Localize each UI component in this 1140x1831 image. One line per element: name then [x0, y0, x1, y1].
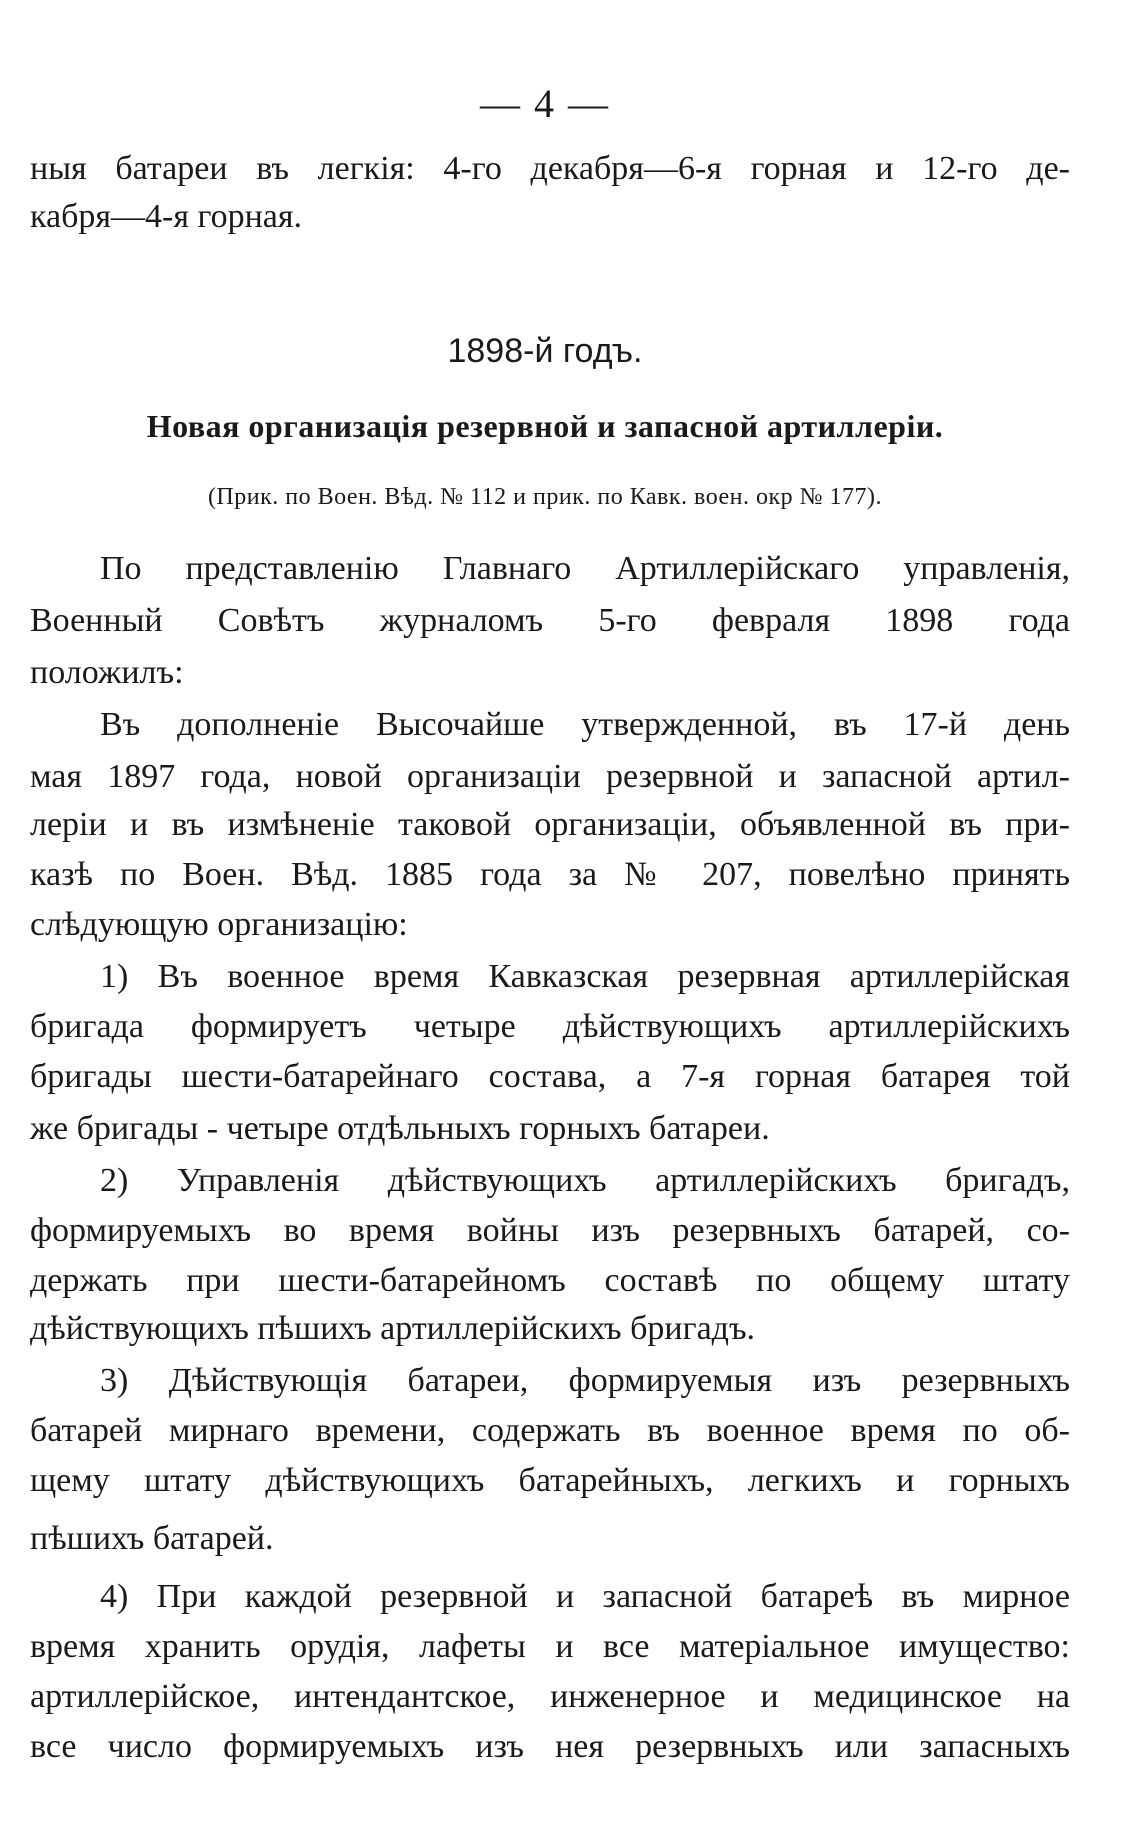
- body-line: Военный Совѣтъ журналомъ 5-го февраля 1898 года: [30, 602, 1070, 639]
- order-reference: (Прик. по Воен. Вѣд. № 112 и прик. по Кавк. воен. окр № 177).: [207, 484, 883, 510]
- body-line: все число формируемыхъ изъ нея резервныхъ или запасныхъ: [30, 1728, 1070, 1765]
- body-line: формируемыхъ во время войны изъ резервныхъ батарей, со-: [30, 1212, 1070, 1249]
- intro-line: ныя батареи въ легкія: 4-го декабря—6-я горная и 12-го де-: [30, 150, 1070, 187]
- year-heading: 1898-й годъ.: [447, 332, 643, 370]
- body-line: время хранить орудія, лафеты и все матеріальное имущество:: [30, 1628, 1070, 1665]
- body-line: По представленію Главнаго Артиллерійскаго управленія,: [100, 550, 1070, 587]
- body-line: бригада формируетъ четыре дѣйствующихъ артиллерійскихъ: [30, 1008, 1070, 1045]
- body-line: артиллерійское, интендантское, инженерное и медицинское на: [30, 1678, 1070, 1715]
- section-title: Новая организація резервной и запасной артиллеріи.: [146, 408, 944, 444]
- body-line: слѣдующую организацію:: [30, 906, 408, 943]
- body-line: 4) При каждой резервной и запасной батареѣ въ мирное: [100, 1578, 1070, 1615]
- body-line: батарей мирнаго времени, содержать въ военное время по об-: [30, 1412, 1070, 1449]
- body-line: держать при шести-батарейномъ составѣ по общему штату: [30, 1262, 1070, 1299]
- body-line: щему штату дѣйствующихъ батарейныхъ, легкихъ и горныхъ: [30, 1462, 1070, 1499]
- page-number: — 4 —: [480, 81, 610, 126]
- body-line: бригады шести-батарейнаго состава, а 7-я горная батарея той: [30, 1058, 1070, 1095]
- body-line: дѣйствующихъ пѣшихъ артиллерійскихъ бригадъ.: [30, 1310, 756, 1347]
- body-line: казѣ по Воен. Вѣд. 1885 года за № 207, повелѣно принять: [30, 856, 1070, 893]
- body-line: положилъ:: [30, 654, 184, 691]
- body-line: пѣшихъ батарей.: [30, 1520, 274, 1557]
- body-line: мая 1897 года, новой организаціи резервной и запасной артил-: [30, 758, 1070, 795]
- intro-line: кабря—4-я горная.: [30, 198, 303, 235]
- body-line: 1) Въ военное время Кавказская резервная артиллерійская: [100, 958, 1070, 995]
- body-line: леріи и въ измѣненіе таковой организаціи, объявленной въ при-: [30, 806, 1070, 843]
- body-line: Въ дополненіе Высочайше утвержденной, въ 17-й день: [100, 706, 1070, 743]
- body-line: же бригады - четыре отдѣльныхъ горныхъ батареи.: [30, 1110, 770, 1147]
- body-line: 3) Дѣйствующія батареи, формируемыя изъ резервныхъ: [100, 1362, 1070, 1399]
- body-line: 2) Управленія дѣйствующихъ артиллерійскихъ бригадъ,: [100, 1162, 1070, 1199]
